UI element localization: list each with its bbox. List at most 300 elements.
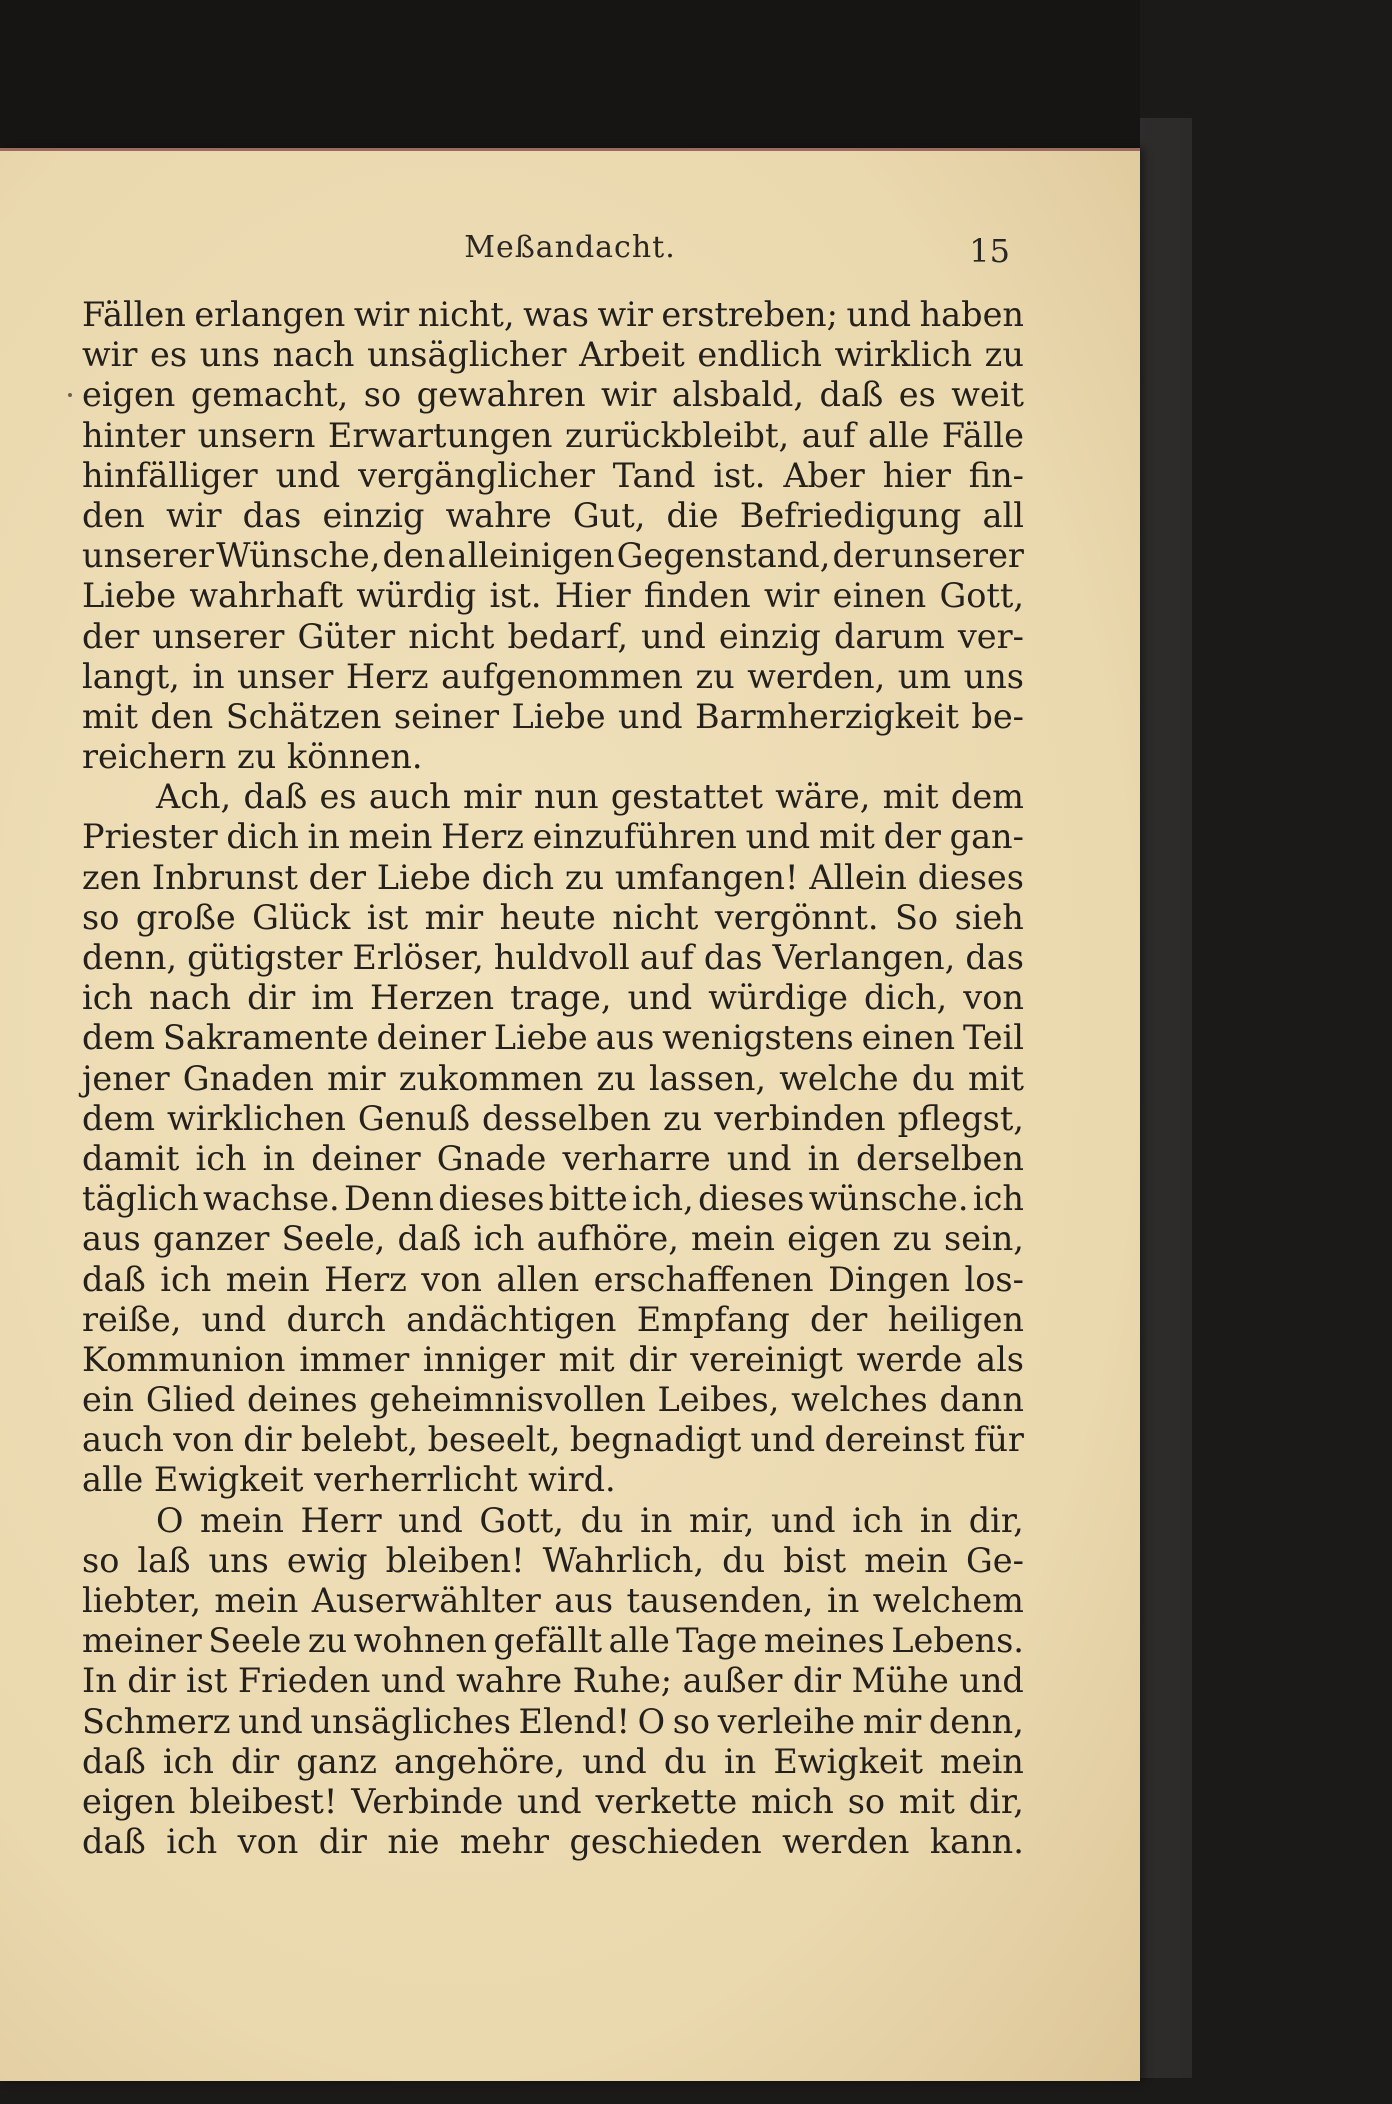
word: ich — [166, 1822, 218, 1862]
word: Leibes, — [657, 1380, 780, 1420]
word: denn, — [928, 1701, 1024, 1741]
word: mir — [862, 1701, 922, 1741]
word: Liebe — [493, 1018, 588, 1058]
word: huldvoll — [493, 938, 630, 977]
word: gefällt — [493, 1621, 603, 1661]
text-line — [82, 1621, 1024, 1661]
word: du — [663, 1741, 707, 1781]
word: Befriedigung — [739, 495, 962, 535]
word: Glied — [145, 1380, 236, 1420]
word: auch — [82, 1420, 164, 1460]
word: du — [722, 1540, 766, 1580]
word: gestattet — [610, 777, 763, 817]
word: das — [965, 938, 1024, 977]
word: es — [319, 777, 357, 817]
word: O — [156, 1500, 184, 1540]
margin-mark — [68, 393, 72, 397]
word: tausenden, — [626, 1581, 814, 1620]
word: ich — [972, 1179, 1024, 1219]
word: mit — [967, 1058, 1024, 1098]
text-line — [82, 617, 1024, 657]
word: ist. — [489, 576, 542, 616]
word: umfangen! — [614, 857, 799, 897]
word: nach — [149, 978, 232, 1018]
word: ganzer — [152, 1219, 270, 1259]
word: dir — [127, 1661, 176, 1701]
word: dir — [243, 1420, 292, 1460]
word: unsäglicher — [367, 335, 567, 375]
word: von — [173, 1420, 234, 1460]
text-line — [82, 1260, 1024, 1300]
word: unsägliches — [310, 1701, 511, 1741]
word: hinfälliger — [82, 455, 258, 495]
word: wachse. — [203, 1179, 340, 1219]
word: Inbrunst — [151, 857, 298, 897]
word: es — [150, 335, 188, 375]
text-line — [82, 536, 1024, 576]
word: Ach, — [156, 777, 232, 817]
word: Ruhe; — [572, 1661, 673, 1701]
text-line — [82, 1541, 1024, 1581]
word: Gnade — [436, 1138, 547, 1178]
word: mit — [558, 1339, 615, 1379]
text-line — [82, 898, 1024, 938]
word: der — [82, 616, 140, 656]
word: mir — [463, 777, 522, 817]
word: Wünsche, — [216, 536, 381, 576]
text-line — [82, 335, 1024, 375]
word: bleiben! — [385, 1540, 525, 1580]
word: gan- — [949, 817, 1024, 857]
word: denn, — [82, 938, 178, 977]
word: welches — [791, 1380, 928, 1420]
word: daß — [82, 1741, 146, 1781]
word: dir — [247, 978, 296, 1018]
word: langt, — [82, 656, 180, 696]
word: Gott, — [479, 1500, 564, 1540]
word: meiner — [82, 1621, 202, 1661]
word: Ge- — [966, 1540, 1024, 1580]
word: ich — [473, 1219, 525, 1259]
word: verkette — [595, 1781, 738, 1821]
word: angehöre, — [394, 1741, 566, 1781]
word: allen — [496, 1259, 580, 1299]
word: Tage — [676, 1621, 758, 1661]
word: Arbeit — [579, 335, 685, 375]
word: vereinigt — [690, 1339, 843, 1379]
word: mit — [82, 696, 138, 736]
word: deiner — [311, 1138, 421, 1178]
word: damit — [82, 1138, 180, 1178]
word: inniger — [423, 1339, 545, 1379]
word: Verbinde — [351, 1781, 504, 1821]
word: auch — [368, 777, 451, 817]
running-title: Meßandacht. — [464, 230, 676, 265]
word: zu — [307, 1621, 348, 1661]
word: Erlöser, — [352, 938, 484, 977]
text-line — [82, 697, 1024, 737]
word: kann. — [929, 1822, 1024, 1862]
word: darum — [833, 616, 945, 656]
word: vergänglicher — [358, 455, 595, 495]
word: zu — [663, 1098, 703, 1138]
word: desselben — [482, 1098, 652, 1138]
word: dann — [939, 1380, 1024, 1420]
word: uns — [199, 335, 260, 375]
word: und — [517, 1781, 582, 1821]
word: werden — [782, 1822, 910, 1862]
word: heute — [499, 897, 596, 937]
word: Herzen — [369, 978, 495, 1018]
text-line — [82, 777, 1024, 817]
word: werden, — [747, 656, 886, 696]
text-line — [82, 1219, 1024, 1259]
word: mit — [882, 777, 939, 817]
word: eigen — [82, 1781, 176, 1821]
word: vergönnt. — [714, 897, 879, 937]
word: mit — [818, 817, 875, 857]
text-line — [82, 858, 1024, 898]
word: nicht — [408, 616, 495, 656]
word: Auserwählter — [311, 1581, 541, 1620]
word: endlich — [697, 335, 822, 375]
word: ganz — [296, 1741, 377, 1781]
word: die — [666, 495, 719, 535]
word: all — [982, 495, 1024, 535]
word: unserer — [82, 536, 215, 576]
word: wir — [166, 495, 222, 535]
word: Herz — [441, 817, 524, 857]
word: den — [382, 536, 446, 576]
word: ein — [82, 1380, 135, 1420]
word: zu — [984, 335, 1024, 375]
word: alle — [868, 415, 930, 455]
word: belebt, — [300, 1420, 419, 1460]
word: Lebens. — [891, 1621, 1024, 1661]
word: nicht, — [417, 295, 515, 334]
word: Tand — [612, 455, 696, 495]
text-line — [82, 456, 1024, 496]
word: zu — [695, 656, 735, 696]
word: so — [363, 375, 402, 415]
word: in — [640, 1500, 673, 1540]
word: zu — [892, 1219, 932, 1259]
word: wir — [601, 375, 657, 415]
word: mir, — [688, 1500, 755, 1540]
word: alle — [608, 1621, 670, 1661]
text-line — [82, 576, 1024, 616]
word: du — [911, 1058, 955, 1098]
word: daß — [82, 1259, 146, 1299]
text-line — [82, 1340, 1024, 1380]
word: los- — [964, 1259, 1024, 1299]
word: welche — [779, 1058, 899, 1098]
word: alleinigen — [447, 536, 615, 576]
word: wahre — [456, 1661, 563, 1701]
word: der — [883, 817, 941, 857]
word: daß — [819, 375, 884, 415]
word: haben — [919, 295, 1024, 334]
word: in — [807, 1138, 840, 1178]
word: aus — [82, 1219, 141, 1259]
word: und — [641, 616, 706, 656]
word: dem — [82, 1098, 156, 1138]
word: liebter, — [82, 1581, 201, 1620]
word: daß — [82, 1822, 146, 1862]
word: den — [150, 696, 214, 736]
word: dich, — [864, 978, 948, 1018]
word: gewahren — [416, 375, 586, 415]
word: dich — [481, 857, 555, 897]
word: dir — [628, 1339, 677, 1379]
word: dieses — [438, 1179, 545, 1219]
word: und — [770, 1500, 836, 1540]
word: und — [238, 1701, 303, 1741]
word: das — [242, 495, 302, 535]
word: Verlangen, — [772, 938, 956, 977]
word: außer — [682, 1661, 783, 1701]
word: ich — [162, 1741, 214, 1781]
word: als — [976, 1339, 1024, 1379]
text-line — [82, 1742, 1024, 1782]
word: jener — [82, 1058, 170, 1098]
word: reiße, — [82, 1299, 182, 1339]
word: Ewigkeit — [773, 1741, 923, 1781]
word: Allein — [809, 857, 907, 897]
word: Fällen — [82, 295, 186, 334]
word: einen — [832, 576, 927, 616]
word: bleibest! — [189, 1781, 338, 1821]
word: zen — [82, 857, 142, 897]
word: zu — [596, 1058, 636, 1098]
word: So — [894, 897, 939, 937]
word: den — [82, 495, 145, 535]
word: Gut, — [572, 495, 646, 535]
word: sieh — [954, 897, 1024, 937]
word: daß — [243, 777, 308, 817]
word: Glück — [252, 897, 351, 937]
text-line — [82, 496, 1024, 536]
word: dich — [226, 817, 299, 857]
text-line — [82, 1702, 1024, 1742]
word: und — [726, 1138, 792, 1178]
word: Herr — [300, 1500, 382, 1540]
word: würdige — [708, 978, 848, 1018]
word: Frieden — [237, 1661, 371, 1701]
word: so — [847, 1781, 886, 1821]
word: Genuß — [357, 1098, 471, 1138]
word: so — [82, 897, 120, 937]
text-line — [82, 1380, 1024, 1420]
word: auf — [801, 415, 856, 455]
word: Seele — [208, 1621, 302, 1661]
text-line — [82, 1099, 1024, 1139]
word: beseelt, — [427, 1420, 561, 1460]
word: ist — [185, 1661, 228, 1701]
word: würdig — [356, 576, 477, 616]
word: erstreben; — [661, 295, 838, 334]
word: meines — [763, 1621, 885, 1661]
word: be- — [971, 696, 1024, 736]
word: laß — [137, 1540, 191, 1580]
word: deiner — [376, 1018, 486, 1058]
word: wirklichen — [167, 1098, 346, 1138]
word: von — [963, 978, 1024, 1018]
word: begnadigt — [569, 1420, 742, 1460]
word: Herz — [324, 1259, 407, 1299]
word: ich — [82, 978, 134, 1018]
word: wahre — [445, 495, 552, 535]
word: ewig — [286, 1540, 368, 1580]
word: einzig — [322, 495, 425, 535]
word: und — [846, 295, 912, 334]
word: in — [919, 1500, 953, 1540]
word: andächtigen — [406, 1299, 617, 1339]
word: Barmherzigkeit — [695, 696, 959, 736]
word: Sakramente — [162, 1018, 369, 1058]
word: der — [832, 536, 890, 576]
word: werde — [856, 1339, 963, 1379]
word: dir — [318, 1822, 367, 1862]
word: bedarf, — [507, 616, 629, 656]
word: Gegenstand, — [616, 536, 831, 576]
text-line — [82, 657, 1024, 697]
word: dir, — [968, 1500, 1024, 1540]
word: Schätzen — [225, 696, 382, 736]
word: wahrhaft — [189, 576, 344, 616]
word: deines — [246, 1380, 358, 1420]
word: in — [723, 1741, 757, 1781]
word: und — [275, 455, 341, 495]
text-line — [82, 1018, 1024, 1058]
word: einzuführen — [532, 817, 737, 857]
background-shadow — [0, 0, 1140, 152]
word: eigen — [787, 1219, 881, 1259]
word: was — [523, 295, 589, 334]
word: nun — [533, 777, 599, 817]
word: hinter — [82, 415, 186, 455]
word: bitte — [548, 1179, 628, 1219]
word: dem — [950, 777, 1024, 817]
word: Seele, — [281, 1219, 386, 1259]
body-text — [82, 295, 1024, 1862]
word: Dingen — [828, 1259, 951, 1299]
word: mein — [864, 1540, 948, 1580]
word: Güter — [297, 616, 396, 656]
word: einzig — [718, 616, 821, 656]
word: mein — [214, 1581, 299, 1620]
word: der — [308, 857, 366, 897]
word: nach — [272, 335, 355, 375]
word: Wahrlich, — [542, 1540, 705, 1580]
word: und — [750, 1420, 816, 1460]
text-line: reichern zu können. — [82, 737, 423, 777]
text-line — [82, 1139, 1024, 1179]
word: verharre — [562, 1138, 711, 1178]
word: und — [398, 1500, 463, 1540]
word: unser — [237, 656, 334, 696]
text-line — [82, 1661, 1024, 1701]
text-line — [82, 416, 1024, 456]
word: mein — [348, 817, 433, 857]
word: alsbald, — [671, 375, 805, 415]
word: finden — [643, 576, 751, 616]
word: von — [237, 1822, 299, 1862]
word: Empfang — [636, 1299, 790, 1339]
word: Fälle — [941, 415, 1024, 455]
word: mein — [200, 1500, 284, 1540]
text-line — [82, 817, 1024, 857]
word: wirklich — [834, 335, 973, 375]
word: wäre, — [775, 777, 871, 817]
word: für — [973, 1420, 1024, 1460]
word: in — [262, 1138, 296, 1178]
word: In — [82, 1661, 117, 1701]
page-header — [0, 230, 1140, 270]
word: unsern — [197, 415, 316, 455]
word: bist — [783, 1540, 847, 1580]
word: mich — [751, 1781, 834, 1821]
word: dereinst — [824, 1420, 965, 1460]
word: hier — [882, 455, 951, 495]
word: erlangen — [194, 295, 346, 334]
word: aufhöre, — [536, 1219, 679, 1259]
word: aus — [554, 1581, 614, 1620]
word: mein — [691, 1219, 775, 1259]
word: wir — [597, 295, 653, 334]
word: es — [898, 375, 936, 415]
word: auf — [639, 938, 694, 977]
word: um — [897, 656, 952, 696]
word: und — [582, 1741, 647, 1781]
word: Mühe — [851, 1661, 949, 1701]
word: in — [307, 817, 340, 857]
word: ver- — [957, 616, 1024, 656]
word: mein — [940, 1741, 1024, 1781]
word: zukommen — [398, 1058, 584, 1098]
text-line — [82, 375, 1024, 415]
word: wenigstens — [662, 1018, 854, 1058]
word: nicht — [612, 897, 699, 937]
word: sein, — [944, 1219, 1024, 1259]
text-line — [82, 978, 1024, 1018]
word: mir — [424, 897, 484, 937]
text-line — [82, 938, 1024, 978]
word: ist. — [713, 455, 766, 495]
word: der — [810, 1299, 868, 1339]
word: Erwartungen — [327, 415, 553, 455]
text-line — [82, 1179, 1024, 1219]
word: unserer — [152, 616, 285, 656]
word: seiner — [393, 696, 500, 736]
text-line — [82, 295, 1024, 335]
word: ich — [160, 1259, 212, 1299]
text-line — [82, 1501, 1024, 1541]
text-line — [82, 1300, 1024, 1340]
word: uns — [208, 1540, 269, 1580]
word: durch — [286, 1299, 386, 1339]
word: pflegst, — [897, 1098, 1024, 1138]
word: dem — [82, 1018, 156, 1058]
word: O — [637, 1701, 666, 1741]
word: unserer — [891, 536, 1024, 576]
word: mit — [898, 1781, 955, 1821]
word: Hier — [554, 576, 631, 616]
word: und — [627, 978, 693, 1018]
word: so — [82, 1540, 120, 1580]
word: mein — [225, 1259, 310, 1299]
word: uns — [963, 656, 1024, 696]
